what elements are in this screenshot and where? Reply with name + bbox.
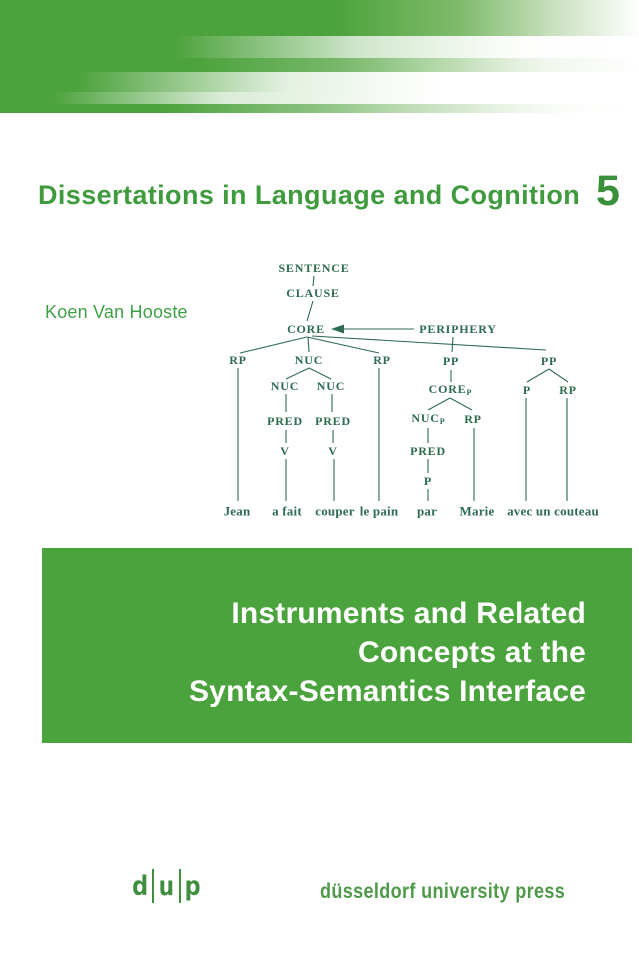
- core-p-subscript: P: [466, 388, 472, 397]
- periphery-to-core-arrowhead: [331, 325, 344, 334]
- tree-terminal-avec-un-couteau: avec un couteau: [507, 503, 599, 519]
- tree-node-core-p: [429, 383, 472, 397]
- tree-node-pp2: PP: [540, 354, 558, 368]
- series-title: Dissertations in Language and Cognition: [38, 180, 581, 210]
- tree-terminal-couper: couper: [315, 503, 355, 519]
- tree-node-nuc-p: [411, 412, 444, 426]
- series-number: 5: [596, 167, 620, 215]
- tree-terminal-le-pain: le pain: [359, 503, 399, 519]
- dup-letter-u: u: [158, 871, 175, 902]
- tree-node-p1: P: [423, 474, 433, 488]
- nuc-p-label: NUC: [411, 411, 440, 425]
- title-line-2: Concepts at the: [357, 636, 586, 669]
- title-line-3: Syntax-Semantics Interface: [188, 675, 586, 708]
- nuc-p-subscript: P: [439, 417, 445, 426]
- tree-node-pred3: PRED: [410, 444, 446, 458]
- tree-node-pp1: PP: [442, 354, 460, 368]
- top-gradient-band: [0, 0, 639, 113]
- dup-letter-d: d: [132, 871, 149, 902]
- tree-node-p2: P: [522, 383, 532, 397]
- tree-terminal-par: par: [416, 503, 438, 519]
- tree-terminal-marie: Marie: [459, 503, 495, 519]
- tree-node-rp3: RP: [464, 412, 482, 426]
- tree-terminal-a-fait: a fait: [272, 503, 302, 519]
- tree-node-periphery: PERIPHERY: [419, 322, 497, 336]
- tree-node-pred1: PRED: [267, 414, 303, 428]
- author-name: Koen Van Hooste: [45, 302, 188, 322]
- tree-node-rp1: RP: [229, 353, 247, 367]
- tree-node-pred2: PRED: [315, 414, 351, 428]
- publisher-name: düsseldorf university press: [320, 880, 566, 903]
- tree-node-v2: V: [328, 444, 338, 458]
- dup-letter-p: p: [184, 871, 201, 902]
- dup-divider-bar: [152, 869, 154, 903]
- tree-node-nuc-a: NUC: [270, 379, 300, 393]
- tree-terminal-jean: Jean: [223, 503, 251, 519]
- title-line-1: Instruments and Related: [231, 597, 586, 630]
- tree-node-clause: CLAUSE: [286, 286, 340, 300]
- tree-node-nuc: NUC: [294, 353, 324, 367]
- tree-node-core: CORE: [287, 322, 325, 336]
- dup-divider-bar: [179, 869, 181, 903]
- core-p-label: CORE: [428, 382, 467, 396]
- tree-node-rp4: RP: [559, 383, 577, 397]
- title-block: [42, 548, 632, 743]
- tree-node-rp2: RP: [373, 353, 391, 367]
- dup-logo: [132, 868, 201, 906]
- tree-node-sentence: SENTENCE: [278, 261, 350, 275]
- tree-node-nuc-b: NUC: [316, 379, 346, 393]
- tree-node-v1: V: [280, 444, 290, 458]
